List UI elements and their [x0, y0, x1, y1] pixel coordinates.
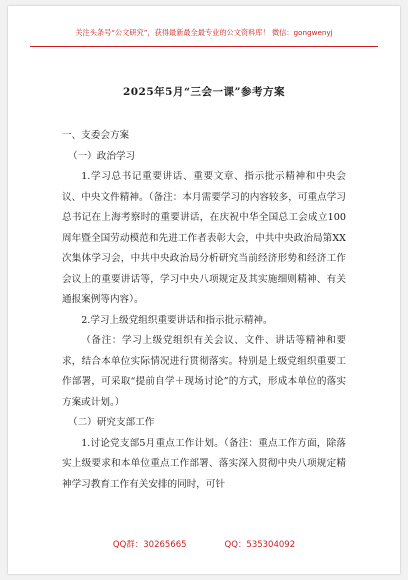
- page-header-banner: 关注头条号“公文研究”，获得最新最全最专业的公文资料库！ 微信：gongwenyj: [75, 28, 333, 37]
- body-paragraph: 1.讨论党支部5月重点工作计划。（备注：重点工作方面，除落实上级要求和本单位重点工作部署、落实深入贯彻中央八项规定精神学习教育工作有关安排的同时，可针: [62, 437, 346, 490]
- header-divider: [30, 46, 378, 47]
- section-heading: 一、支委会方案: [62, 130, 130, 141]
- document-page: [8, 6, 400, 574]
- subsection-heading: （二）研究支部工作: [68, 417, 155, 428]
- document-title: 2025年5月“三会一课”参考方案: [122, 86, 286, 98]
- subsection-heading: （一）政治学习: [68, 150, 136, 162]
- page-footer: [8, 538, 400, 550]
- footer-qq-contact: QQ：535304092: [224, 540, 296, 550]
- body-paragraph: （备注：学习上级党组织有关会议、文件、讲话等精神和要求，结合本单位实际情况进行贯彻落实。特别是上级党组织重要工作部署，可采取“提前自学＋现场讨论”的方式，形成本单位的落实方案或计划。）: [62, 335, 346, 408]
- body-paragraph: 2.学习上级党组织重要讲话和指示批示精神。: [81, 314, 273, 326]
- document-body: [62, 126, 346, 495]
- body-paragraph: 1.学习总书记重要讲话、重要文章、指示批示精神和中央会议、中央文件精神。（备注：本月需要学习的内容较多，可重点学习总书记在上海考察时的重要讲话，在庆祝中华全国总工会成立100周年暨全国劳动模范和先进工作者表彰大会，中共中央政治局第XX次集体学习会，中共中央政治局分析研究当前经济形势和经济工作会议上的重要讲话等，学习中央八项规定及其实施细则精神、有关通报案例等内容）。: [62, 171, 346, 305]
- footer-qq-group: QQ群：30265665: [112, 540, 187, 550]
